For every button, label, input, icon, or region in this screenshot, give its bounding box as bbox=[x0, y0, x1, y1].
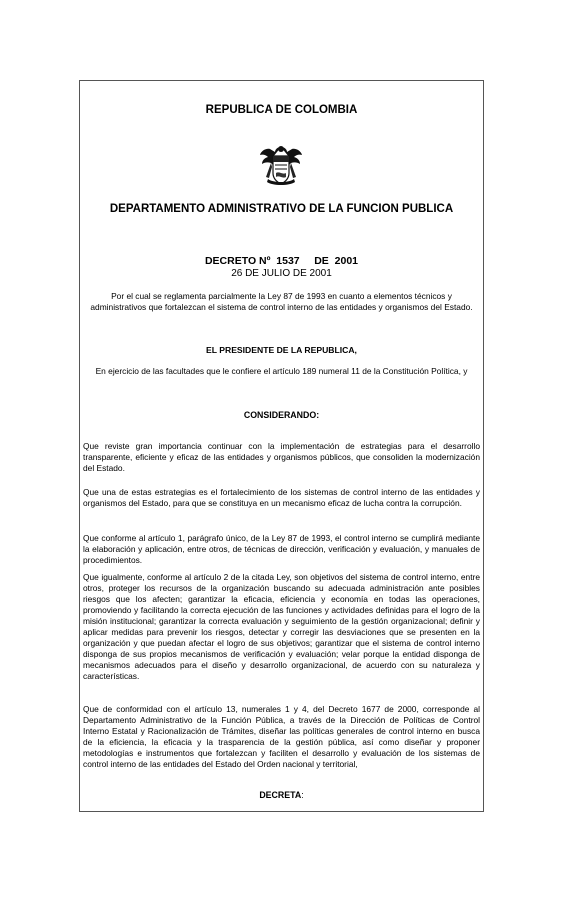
considerando-paragraph: Que reviste gran importancia continuar con la implementación de estrategias para el desarrollo transparente, eficiente y eficaz de las entidades y organismos públicos, que consoliden la modernización del Estado. bbox=[83, 441, 480, 473]
considerando-paragraph: Que una de estas estrategias es el fortalecimiento de los sistemas de control interno de las entidades y organismos del Estado, para que se constituya en un mecanismo eficaz de lucha contra la corrupción. bbox=[83, 487, 480, 508]
considerando-paragraph: Que de conformidad con el artículo 13, numerales 1 y 4, del Decreto 1677 de 2000, corresponde al Departamento Administrativo de la Función Pública, a través de la Dirección de Políticas de Control Interno Estatal y Racionalización de Trámites, diseñar las políticas generales de control interno en busca de la eficiencia, la eficacia y la trasparencia de la gestión pública, así como diseñar y proponer metodologías e instrumentos que fortalezcan y faciliten el desarrollo y evaluación de los sistemas de control interno de las entidades del Estado del Orden nacional y territorial, bbox=[83, 704, 480, 769]
coat-of-arms-icon bbox=[258, 143, 304, 189]
decree-date: 26 DE JULIO DE 2001 bbox=[231, 268, 332, 279]
considerando-paragraph: Que conforme al artículo 1, parágrafo único, de la Ley 87 de 1993, el control interno se cumplirá mediante la elaboración y aplicación, entre otros, de técnicas de dirección, verificación y evaluación, y manuales de procedimientos. bbox=[83, 533, 480, 565]
faculties-text: En ejercicio de las facultades que le confiere el artículo 189 numeral 11 de la Constitución Política, y bbox=[95, 366, 468, 376]
decreta-heading bbox=[82, 790, 481, 800]
decreta-colon: : bbox=[301, 790, 304, 800]
president-heading: EL PRESIDENTE DE LA REPUBLICA, bbox=[206, 345, 357, 355]
decreta-word: DECRETA bbox=[259, 790, 302, 800]
considerando-paragraph: Que igualmente, conforme al artículo 2 de la citada Ley, son objetivos del sistema de control interno, entre otros, proteger los recursos de la organización buscando su adecuada administración ante posibles riesgos que los afecten; garantizar la eficacia, eficiencia y economía en todas las operaciones, promoviendo y facilitando la correcta ejecución de las funciones y actividades definidas para el logro de la misión institucional; garantizar la correcta evaluación y seguimiento de la gestión organizacional; definir y aplicar medidas para prevenir los riesgos, detectar y corregir las desviaciones que se presenten en la organización y que puedan afectar el logro de sus objetivos; garantizar que el sistema de control interno disponga de sus propios mecanismos de verificación y evaluación; velar porque la entidad disponga de mecanismos adecuados para el diseño y desarrollo organizacional, de acuerdo con su naturaleza y características. bbox=[83, 572, 480, 681]
department-heading: DEPARTAMENTO ADMINISTRATIVO DE LA FUNCION PUBLICA bbox=[109, 203, 454, 215]
considerando-heading: CONSIDERANDO: bbox=[243, 410, 320, 420]
decree-summary: Por el cual se reglamenta parcialmente la Ley 87 de 1993 en cuanto a elementos técnicos y administrativos que fortalezcan el sistema de control interno de las entidades y organismos del Estado. bbox=[90, 291, 473, 312]
document-page bbox=[79, 80, 484, 812]
country-heading: REPUBLICA DE COLOMBIA bbox=[205, 104, 358, 116]
decree-number: DECRETO Nº 1537 DE 2001 bbox=[204, 255, 359, 267]
